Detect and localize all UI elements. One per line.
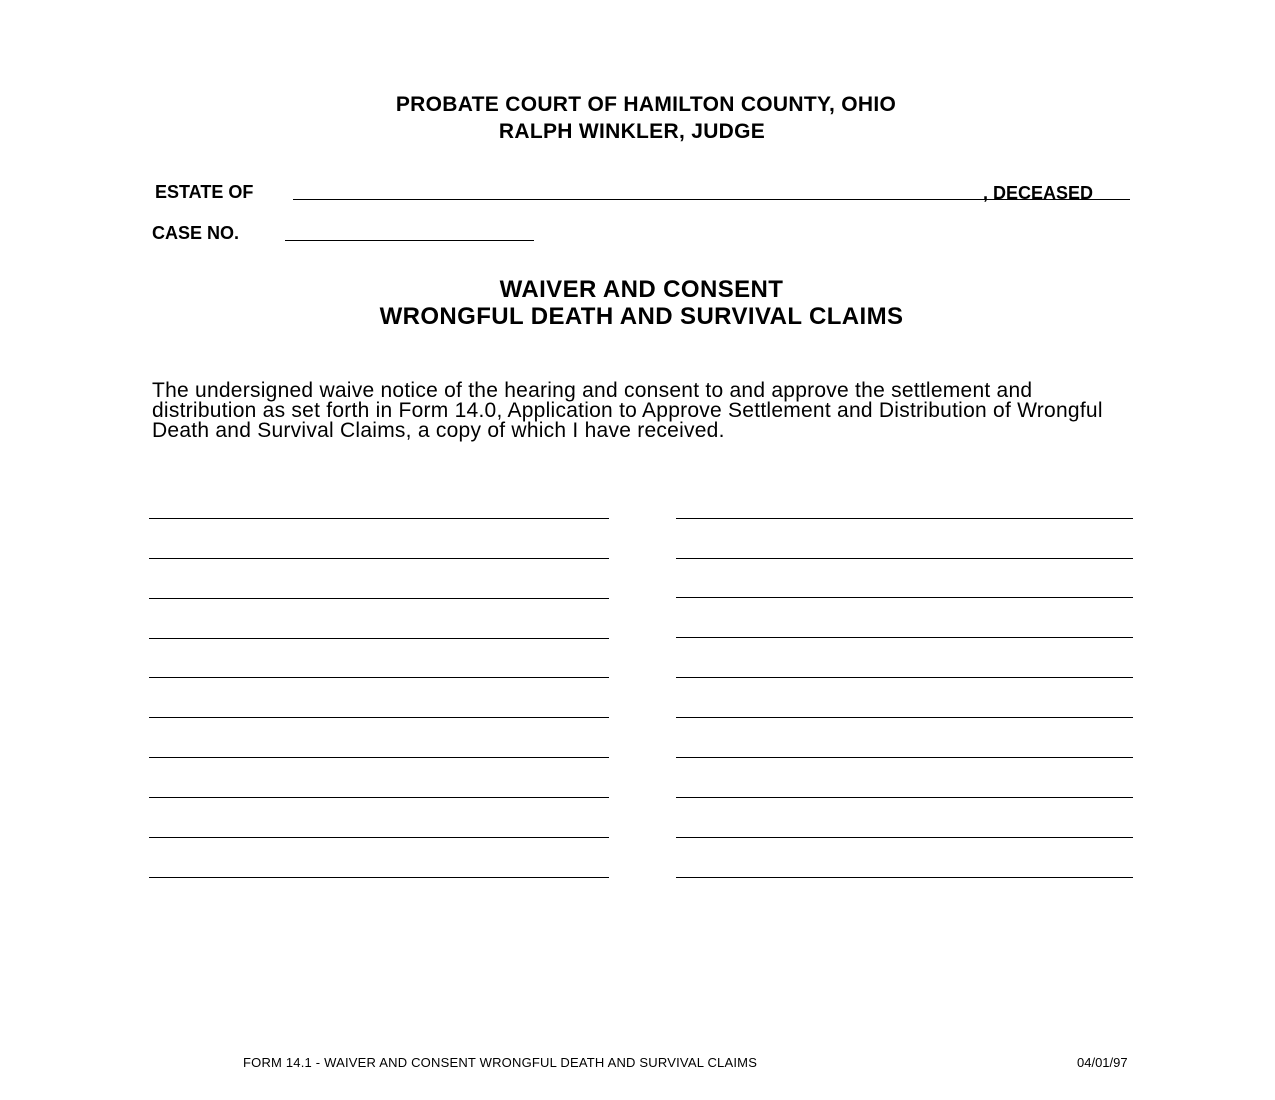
signature-line[interactable] [149,757,609,758]
form-title: WAIVER AND CONSENT [499,276,784,303]
signature-line[interactable] [676,877,1133,878]
signature-line[interactable] [149,717,609,718]
signature-line[interactable] [149,677,609,678]
signature-line[interactable] [676,637,1133,638]
signature-line[interactable] [149,837,609,838]
estate-row [155,182,1140,206]
signature-line[interactable] [676,518,1133,519]
court-name: PROBATE COURT OF HAMILTON COUNTY, OHIO [395,93,897,116]
signature-line[interactable] [676,717,1133,718]
signature-line[interactable] [676,677,1133,678]
waiver-paragraph: The undersigned waive notice of the hearing and consent to and approve the settlement and distribution as set forth in Form 14.0, Application to Approve Settlement and Distribution of Wrongful Death and Survival Claims, a copy of which I have received. [152,379,1103,442]
case-number-field[interactable] [285,240,534,241]
signature-line[interactable] [676,837,1133,838]
deceased-label: , DECEASED [983,183,1094,203]
signature-line[interactable] [676,597,1133,598]
signature-line[interactable] [149,797,609,798]
signature-line[interactable] [676,757,1133,758]
signature-line[interactable] [149,598,609,599]
signature-line[interactable] [149,877,609,878]
estate-label: ESTATE OF [155,182,254,202]
signature-line[interactable] [676,558,1133,559]
signature-line[interactable] [149,638,609,639]
case-row [152,223,552,247]
signature-line[interactable] [149,558,609,559]
judge-name: RALPH WINKLER, JUDGE [498,120,766,143]
case-label: CASE NO. [152,223,240,243]
signature-line[interactable] [676,797,1133,798]
form-subtitle: WRONGFUL DEATH AND SURVIVAL CLAIMS [379,303,904,330]
footer-form-title: FORM 14.1 - WAIVER AND CONSENT WRONGFUL DEATH AND SURVIVAL CLAIMS [243,1055,758,1070]
footer-date: 04/01/97 [1077,1055,1128,1070]
signature-line[interactable] [149,518,609,519]
